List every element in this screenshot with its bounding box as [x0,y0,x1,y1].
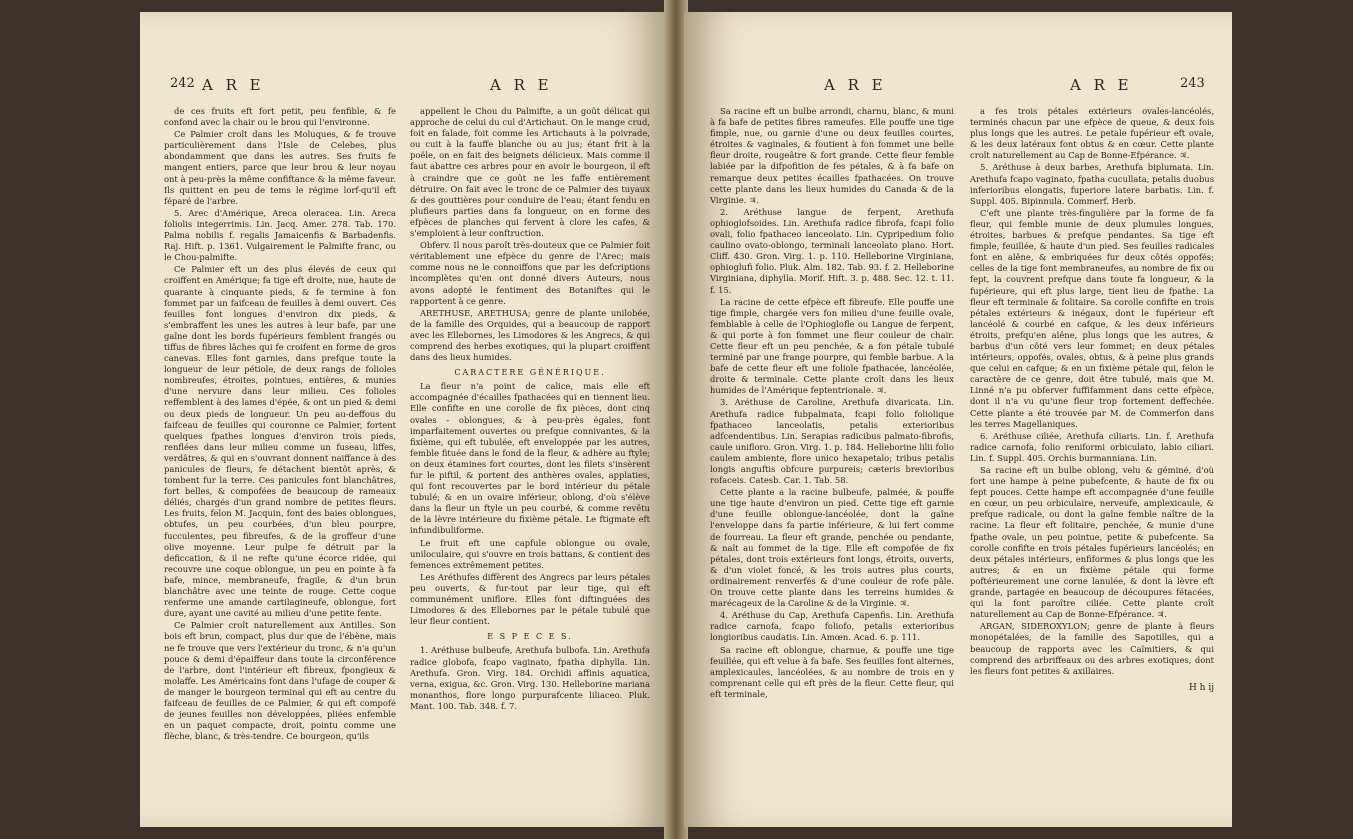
paragraph: 4. Aréthuse du Cap, Arethufa Capenfis. Lin. Arethufa radice carnofa, fcapo foliofo, petalis exterioribus longioribus caudatis. Lin. Amœn. Acad. 6. p. 111. [710,610,954,643]
section-heading: CARACTERE GÉNÉRIQUE. [454,368,606,378]
paragraph: 5. Aréthuse à deux barbes, Arethufa biplumata. Lin. Arethufa fcapo vaginato, fpatha cucullata, petalis duobus inferioribus elongatis, fuperiore latere barbatis. Lin. f. Suppl. 405. Bipinnula. Commerf. Herb. [970,162,1214,206]
paragraph: 6. Aréthuse ciliée, Arethufa ciliaris. Lin. f. Arethufa radice carnofa, folio reniformi orbiculato, labio ciliari. Lin. f. Suppl. 405. Orchis burmanniana. Lin. [970,430,1214,463]
paragraph: Ce Palmier croît dans les Moluques, & fe trouve particulièrement dans l'Isle de Celebes, plus abondamment que dans les autres. Ses fruits fe mangent entiers, parce que leur brou & leur noyau ont à peu-près la même confiftance & la même faveur. Ils quittent en peu de tems le régime lorf-qu'il eft féparé de l'arbre. [164,129,396,206]
left-page-column-1 [164,106,396,743]
paragraph: ARGAN, SIDEROXYLON; genre de plante à fleurs monopétalées, de la famille des Sapotilles, qui a beaucoup de rapports avec les Caïmitiers, & qui comprend des arbriffeaux ou des arbres exotiques, dont les fleurs font petites & axillaires. [970,621,1214,676]
paragraph: de ces fruits eft fort petit, peu fenfible, & fe confond avec la chair ou le brou qui l'environne. [164,106,396,128]
right-page-column-2 [970,106,1214,695]
left-page-column-2 [410,106,650,713]
paragraph: Sa racine eft un bulbe oblong, velu & géminé, d'où fort une hampe à peine pubefcente, & haute de fix ou fept pouces. Cette hampe eft accompagnée d'une feuille en cœur, un peu orbiculaire, nerveufe, amplexicaule, & prefque radicale, ou dont la gaîne femble naître de la racine. La fleur eft folitaire, penchée, & munie d'une fpathe ovale, un peu pointue, petite & pubefcente. Sa corolle confifte en trois pétales fupérieurs lancéolés; en deux pétales intérieurs, enfiformes & plus longs que les autres; & en un fixième pétale qui forme poftérieurement une corne lanulée, & dont la lèvre eft grande, partagée en beaucoup de découpures fétacées, qui la font paroître ciliée. Cette plante croît naturellement au Cap de Bonne-Efpérance. ♃. [970,465,1214,620]
right-page [684,12,1232,827]
section-heading: E S P E C E S. [487,632,573,642]
paragraph: Cette plante a la racine bulbeufe, palmée, & pouffe une tige haute d'environ un pied. Cette tige eft garnie d'une feuille oblongue-lancéolée, dont la gaîne l'enveloppe dans fa partie inférieure, & lui fert comme de fourreau. La fleur eft grande, penchée ou pendante, & naît au fommet de la tige. Elle eft compofée de fix pétales, dont trois extérieurs font longs, étroits, ouverts, & d'un violet foncé, & les trois autres plus courts, ordinairement renverfés & d'une couleur de rofe pâle. On trouve cette plante dans les terreins humides & marécageux de la Caroline & de la Virginie. ♃. [710,487,954,609]
right-running-head: A R E [1070,76,1133,94]
paragraph: Sa racine eft oblongue, charnue, & pouffe une tige feuillée, qui eft velue à fa bafe. Ses feuilles font alternes, amplexicaules, lancéolées, & au nombre de trois en y comprenant celle qui eft près de la fleur. Cette fleur, qui eft terminale, [710,644,954,699]
left-running-head-center: A R E [490,76,553,94]
paragraph: 5. Arec d'Amérique, Areca oleracea. Lin. Areca foliolis integerrimis. Lin. Jacq. Amer. 278. Tab. 170. Palma nobilis f. regalis Jamaicenfis & Barbadenfis. Raj. Hift. p. 1361. Vulgairement le Palmifte franc, ou le Chou-palmifte. [164,207,396,263]
paragraph: appellent le Chou du Palmifte, a un goût délicat qui approche de celui du cul d'Artichaut. On le mange crud, foit en falade, foit comme les Artichauts à la poivrade, ou cuit à la fauffe blanche ou au jus; étant frit à la poële, on en fait des beignets délicieux. Mais comme il faut abattre ces arbres pour en avoir le bourgeon, il eft à craindre que ce goût ne les faffe entièrement détruire. On fait avec le tronc de ce Palmier des tuyaux & des gouttières pour conduire de l'eau; étant fendu en plufieurs parties dans fa longueur, on en forme des efpèces de planches qui fervent à clore les cafes, & s'emploient à leur conftruction. [410,106,650,239]
paragraph: 2. Aréthuse langue de ferpent, Arethufa ophioglofsoides. Lin. Arethufa radice fibrofa, fcapi folio ovali, folio fpathaceo lanceolato. Lin. Cypripedium folio caulino ovato-oblongo, terminali lanceolato plano. Hort. Cliff. 430. Gron. Virg. 1. p. 110. Helleborine Virginiana, ophioglufi folio. Pluk. Alm. 182. Tab. 93. f. 2. Helleborine Virginiana, diphylla. Morif. Hift. 3. p. 488. Sec. 12. t. 11. f. 15. [710,206,954,295]
paragraph: Le fruit eft une capfule oblongue ou ovale, uniloculaire, qui s'ouvre en trois battans, & contient des femences extrêmement petites. [410,537,650,570]
paragraph: a fes trois pétales extérieurs ovales-lancéolés, terminés chacun par une efpèce de queue, & deux fois plus longs que les autres. Le petale fupérieur eft ovale, & les deux latéraux font obtus & en cœur. Cette plante croît naturellement au Cap de Bonne-Efpérance. ♃. [970,106,1214,161]
paragraph: Ce Palmier croît naturellement aux Antilles. Son bois eft brun, compact, plus dur que de l'ébène, mais ne fe trouve que vers l'extérieur du tronc, & n'a qu'un pouce & demi d'épaiffeur dans toute la circonférence de l'arbre, dont l'intérieur eft fibreux, fpongieux & molaffe. Les Américains font dans l'ufage de couper & de manger le bourgeon terminal qui eft au centre du faifceau de feuilles de ce Palmier, & qui eft compofé de jeunes feuilles non développées, pliées enfemble en un paquet compacte, droit, pointu comme une flèche, blanc, & très-tendre. Ce bourgeon, qu'ils [164,620,396,742]
left-page-number: 242 [170,76,195,91]
paragraph: Obferv. Il nous paroît très-douteux que ce Palmier foit véritablement une efpèce du genre de l'Arec; mais comme nous ne le connoiffons que par les defcriptions incomplètes qu'en ont donné divers Auteurs, nous avons adopté le fentiment des Botaniftes qui le rapportent à ce genre. [410,240,650,306]
signature-mark: H h ij [1188,682,1214,693]
paragraph: 3. Aréthuse de Caroline, Arethufa divaricata. Lin. Arethufa radice fubpalmata, fcapi folio foliolique fpathaceo lanceolatis, petalis exterioribus adfcendentibus. Lin. Serapias radicibus palmato-fibrofis, caule unifloro. Gron. Virg. 1. p. 184. Helleborine lilii folio caulem ambiente, flore unico hexapetalo; tribus petalis longis anguftis obfcure purpureis; cæteris brevioribus rofaceis. Catesb. Car. 1. Tab. 58. [710,397,954,486]
paragraph: La fleur n'a point de calice, mais elle eft accompagnée d'écailles fpathacées qui en tiennent lieu. Elle confifte en une corolle de fix pièces, dont cinq ovales - oblongues, & à peu-près égales, font imparfaitement ouvertes ou prefque connivantes, & la fixième, qui eft tubulée, eft enveloppée par les autres, femble fituée dans le fond de la fleur, & adhère au ftyle; on deux étamines fort courtes, dont les filets s'insèrent fur le piftil, & portent des anthères ovales, applaties, qui font recouvertes par le bord intérieur du pétale tubulé; & en un ovaire inférieur, oblong, d'où s'élève dans la fleur un ftyle un peu courbé, & comme revêtu de la lèvre intérieure du fixième pétale. Le ftigmate eft infundibuliforme. [410,381,650,536]
paragraph: Ce Palmier eft un des plus élevés de ceux qui croiffent en Amérique; fa tige eft droite, nue, haute de quarante à cinquante pieds, & fe termine à fon fommet par un faifceau de feuilles à demi ouvert. Ces feuilles font longues d'environ dix pieds, & s'embraffent les unes les autres à leur bafe, par une gaîne dont les bords fupérieurs femblent frangés ou tiffus de fibres lâches qui fe croifent en forme de gros canevas. Elles font garnies, dans prefque toute la longueur de leur pétiole, de deux rangs de folioles nombreufes, étroites, pointues, entières, & munies d'une nervure dans leur milieu. Ces folioles reffemblent à des lames d'épée, & ont un pied & demi ou deux pieds de longueur. Un peu au-deffous du faifceau de feuilles qui couronne ce Palmier, fortent quelques fpathes longues d'environ trois pieds, renflées dans leur milieu comme un fuseau, liffes, verdâtres, & qui en s'ouvrant donnent naiffance à des panicules de fleurs, fe détachent bientôt après, & tombent fur la terre. Ces panicules font blanchâtres, fort belles, & compofées de beaucoup de rameaux déliés, chargés d'un grand nombre de petites fleurs. Les fruits, felon M. Jacquin, font des baies oblongues, obtufes, un peu courbées, d'un bleu pourpre, fucculentes, peu fibreufes, & de la groffeur d'une olive moyenne. Leur pulpe fe détruit par la deficcation, & il ne refte qu'une écorce ridée, qui recouvre une coque oblongue, un peu en pointe à fa bafe, mince, membraneufe, fragile, & d'un brun blanchâtre avec une teinte de rouge. Cette coque renferme une amande cartilagineufe, oblongue, fort dure, ayant une cavité au milieu d'une petite fente. [164,264,396,619]
paragraph: C'eft une plante très-fingulière par la forme de fa fleur, qui femble munie de deux plumules longues, étroites, barbues & prefque pendantes. Sa tige eft fimple, feuillée, & haute d'un pied. Ses feuilles radicales font en alêne, & embriquées fur deux côtés oppofés; celles de la tige font membraneufes, au nombre de fix ou fept, la couvrent prefque dans toute fa longueur, & la fupérieure, qui eft plus large, tient lieu de fpathe. La fleur eft terminale & folitaire. Sa corolle confifte en trois pétales extérieurs & inégaux, dont le fupérieur eft lancéolé & courbé en cafque, & les deux inférieurs étroits, prefqu'en alêne, plus longs que les autres, & barbus d'un côté vers leur fommet; en deux pétales intérieurs, oppofés, ovales, obtus, & à peine plus grands que celui en cafque; & en un fixième pétale qui, felon le caractère de ce genre, doit être tubulé, mais que M. Linné n'a pu obferver fuffifamment dans cette efpèce, dont il n'a vu qu'une fleur trop fortement deffechée. Cette plante a été trouvée par M. de Commerfon dans les terres Magellaniques. [970,207,1214,429]
left-page [140,12,668,827]
right-page-column-1 [710,106,954,701]
paragraph: Les Aréthufes diffèrent des Angrecs par leurs pétales peu ouverts, & fur-tout par leur tige, qui eft communément uniflore. Elles font diftinguées des Limodores & des Ellebornes par le pétale tubulé que leur fleur contient. [410,571,650,627]
paragraph: La racine de cette efpèce eft fibreufe. Elle pouffe une tige fimple, chargée vers fon milieu d'une feuille ovale, femblable à celle de l'Ophioglofle ou Langue de ferpent, & qui porte à fon fommet une fleur couleur de chair. Cette fleur eft un peu penchée, & a fon pétale tubulé terminé par une frange pourpre, qui femble barbue. A la bafe de cette fleur eft une foliole fpathacée, lancéolée, droite & terminale. Cette plante croît dans les lieux humides de l'Amérique feptentrionale. ♃. [710,296,954,396]
left-running-head: A R E [202,76,265,94]
paragraph: 1. Aréthuse bulbeufe, Arethufa bulbofa. Lin. Arethufa radice globofa, fcapo vaginato, fpatha diphylla. Lin. Arethufa. Gron. Virg. 184. Orchidi affinis aquatica, verna, exigua, &c. Gron. Virg. 130. Helleborine mariana monanthos, flore longo purpurafcente liliaceo. Pluk. Mant. 100. Tab. 348. f. 7. [410,645,650,711]
paragraph: Sa racine eft un bulbe arrondi, charnu, blanc, & muni à fa bafe de petites fibres rameufes. Elle pouffe une tige fimple, nue, ou garnie d'une ou deux feuilles courtes, étroites & vaginales, & foutient à fon fommet une belle fleur droite, rougeâtre & fort grande. Cette fleur femble labiée par la difpofition de fes pétales, & à fa bafe on remarque deux petites écailles fpathacées. On trouve cette plante dans les lieux humides du Canada & de la Virginie. ♃. [710,106,954,205]
right-running-head-center: A R E [824,76,887,94]
paragraph: ARETHUSE, ARETHUSA; genre de plante unilobée, de la famille des Orquides, qui a beaucoup de rapport avec les Ellebornes, les Limodores & les Angrecs, & qui comprend des herbes exotiques, qui la plupart croiffent dans des lieux humides. [410,307,650,363]
right-page-number: 243 [1180,76,1205,91]
